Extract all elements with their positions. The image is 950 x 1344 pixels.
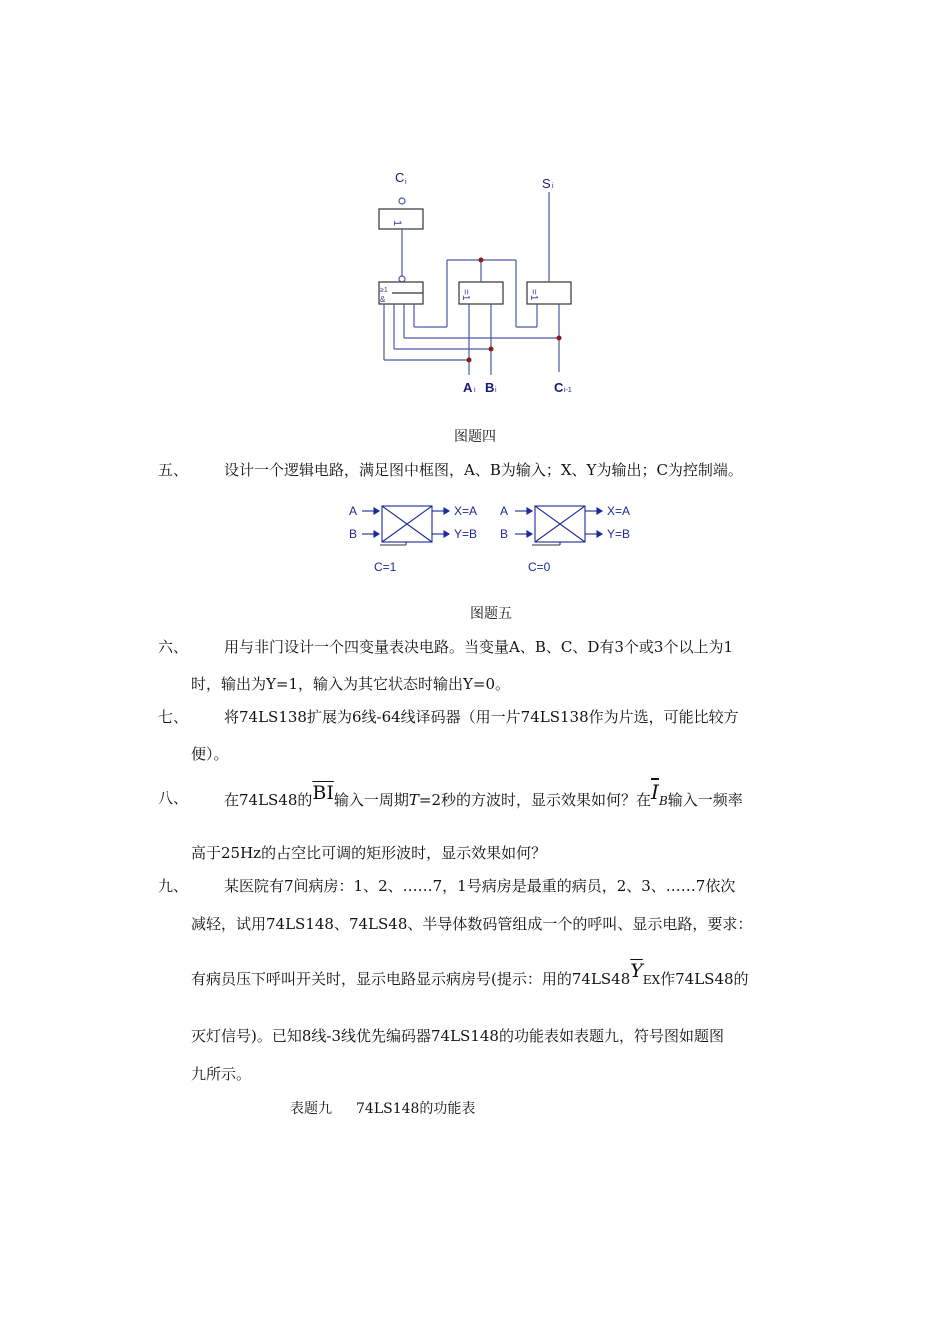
fig5-left-out-x: X=A <box>454 504 478 518</box>
ai-sub: i <box>474 387 476 394</box>
q7-line1: 将74LS138扩展为6线-64线译码器（用一片74LS138作为片选，可能比较方 <box>224 708 739 726</box>
andor-gate-bottom-label: & <box>380 295 386 304</box>
not-gate-label: 1 <box>391 220 403 227</box>
fig5-right-control: C=0 <box>528 560 551 574</box>
q8-line2: 高于25Hz的占空比可调的矩形波时，显示效果如何？ <box>191 844 547 862</box>
ci1-sub: i-1 <box>564 387 572 394</box>
xor1-gate-label: =1 <box>460 289 471 301</box>
q9-line5: 九所示。 <box>191 1065 252 1083</box>
figure5-caption: 图题五 <box>470 606 512 622</box>
q8-post: 输入一频率 <box>667 791 743 809</box>
fig5-right-in-b: B <box>500 527 509 541</box>
q8-ib-b: B <box>658 794 668 808</box>
q8-mid2: =2秒的方波时，显示效果如何？在 <box>418 791 652 809</box>
q8-pre: 在74LS48的 <box>224 791 313 809</box>
fig5-right-out-y: Y=B <box>607 527 631 541</box>
q8-line1 <box>224 780 743 811</box>
ci-sub: i <box>405 179 407 186</box>
figure4-caption: 图题四 <box>454 429 496 445</box>
fig5-right-out-x: X=A <box>607 504 631 518</box>
q6-line2: 时，输出为Y=1，输入为其它状态时输出Y=0。 <box>191 675 511 693</box>
q6-line1: 用与非门设计一个四变量表决电路。当变量A、B、C、D有3个或3个以上为1 <box>224 638 733 656</box>
xor2-gate-label: =1 <box>528 289 539 301</box>
q7-line2: 便）。 <box>191 745 229 763</box>
q9-line3 <box>191 960 749 990</box>
fig5-left-in-b: B <box>349 527 358 541</box>
q6-number: 六、 <box>158 638 189 656</box>
q8-ib-i: $\overline{I}$ <box>651 780 659 804</box>
bi-label: B <box>485 380 495 395</box>
table9-subtitle: 74LS148的功能表 <box>356 1101 476 1117</box>
table9-title: 表题九 <box>290 1101 332 1117</box>
q9-line2: 减轻，试用74LS148、74LS48、半导体数码管组成一个的呼叫、显示电路，要求： <box>191 915 753 933</box>
q9-number: 九、 <box>158 877 189 895</box>
q8-bi: $\overline{BI}$ <box>312 782 334 804</box>
q9-line3-post: 作74LS48的 <box>660 970 749 988</box>
fig5-right-in-a: A <box>500 504 509 518</box>
q9-y: $\overline{Y}$ <box>630 960 643 982</box>
fig5-left-in-a: A <box>349 504 358 518</box>
si-label: S <box>542 176 551 191</box>
ci-label: C <box>395 170 405 185</box>
andor-gate-top-label: ≥1 <box>380 287 388 294</box>
q8-number: 八、 <box>158 789 189 807</box>
figure4-circuit <box>340 160 600 405</box>
q5-number: 五、 <box>158 461 189 479</box>
q9-line4: 灭灯信号)。已知8线-3线优先编码器74LS148的功能表如表题九，符号图如题图 <box>191 1027 724 1045</box>
q8-mid: 输入一周期 <box>333 791 409 809</box>
bi-sub: i <box>495 387 497 394</box>
q9-line3-pre: 有病员压下呼叫开关时，显示电路显示病房号(提示：用的74LS48 <box>191 970 631 988</box>
q9-ex: EX <box>642 973 661 987</box>
q7-number: 七、 <box>158 708 189 726</box>
fig5-left-control: C=1 <box>374 560 397 574</box>
figure5-diagram <box>340 498 650 578</box>
q9-line1: 某医院有7间病房：1、2、……7，1号病房是最重的病员，2、3、……7依次 <box>224 877 736 895</box>
q8-t: T <box>408 791 419 809</box>
si-sub: i <box>552 183 554 190</box>
q5-text: 设计一个逻辑电路，满足图中框图，A、B为输入；X、Y为输出；C为控制端。 <box>224 461 743 479</box>
fig5-left-out-y: Y=B <box>454 527 478 541</box>
ci1-label: C <box>554 380 564 395</box>
ai-label: A <box>463 380 473 395</box>
